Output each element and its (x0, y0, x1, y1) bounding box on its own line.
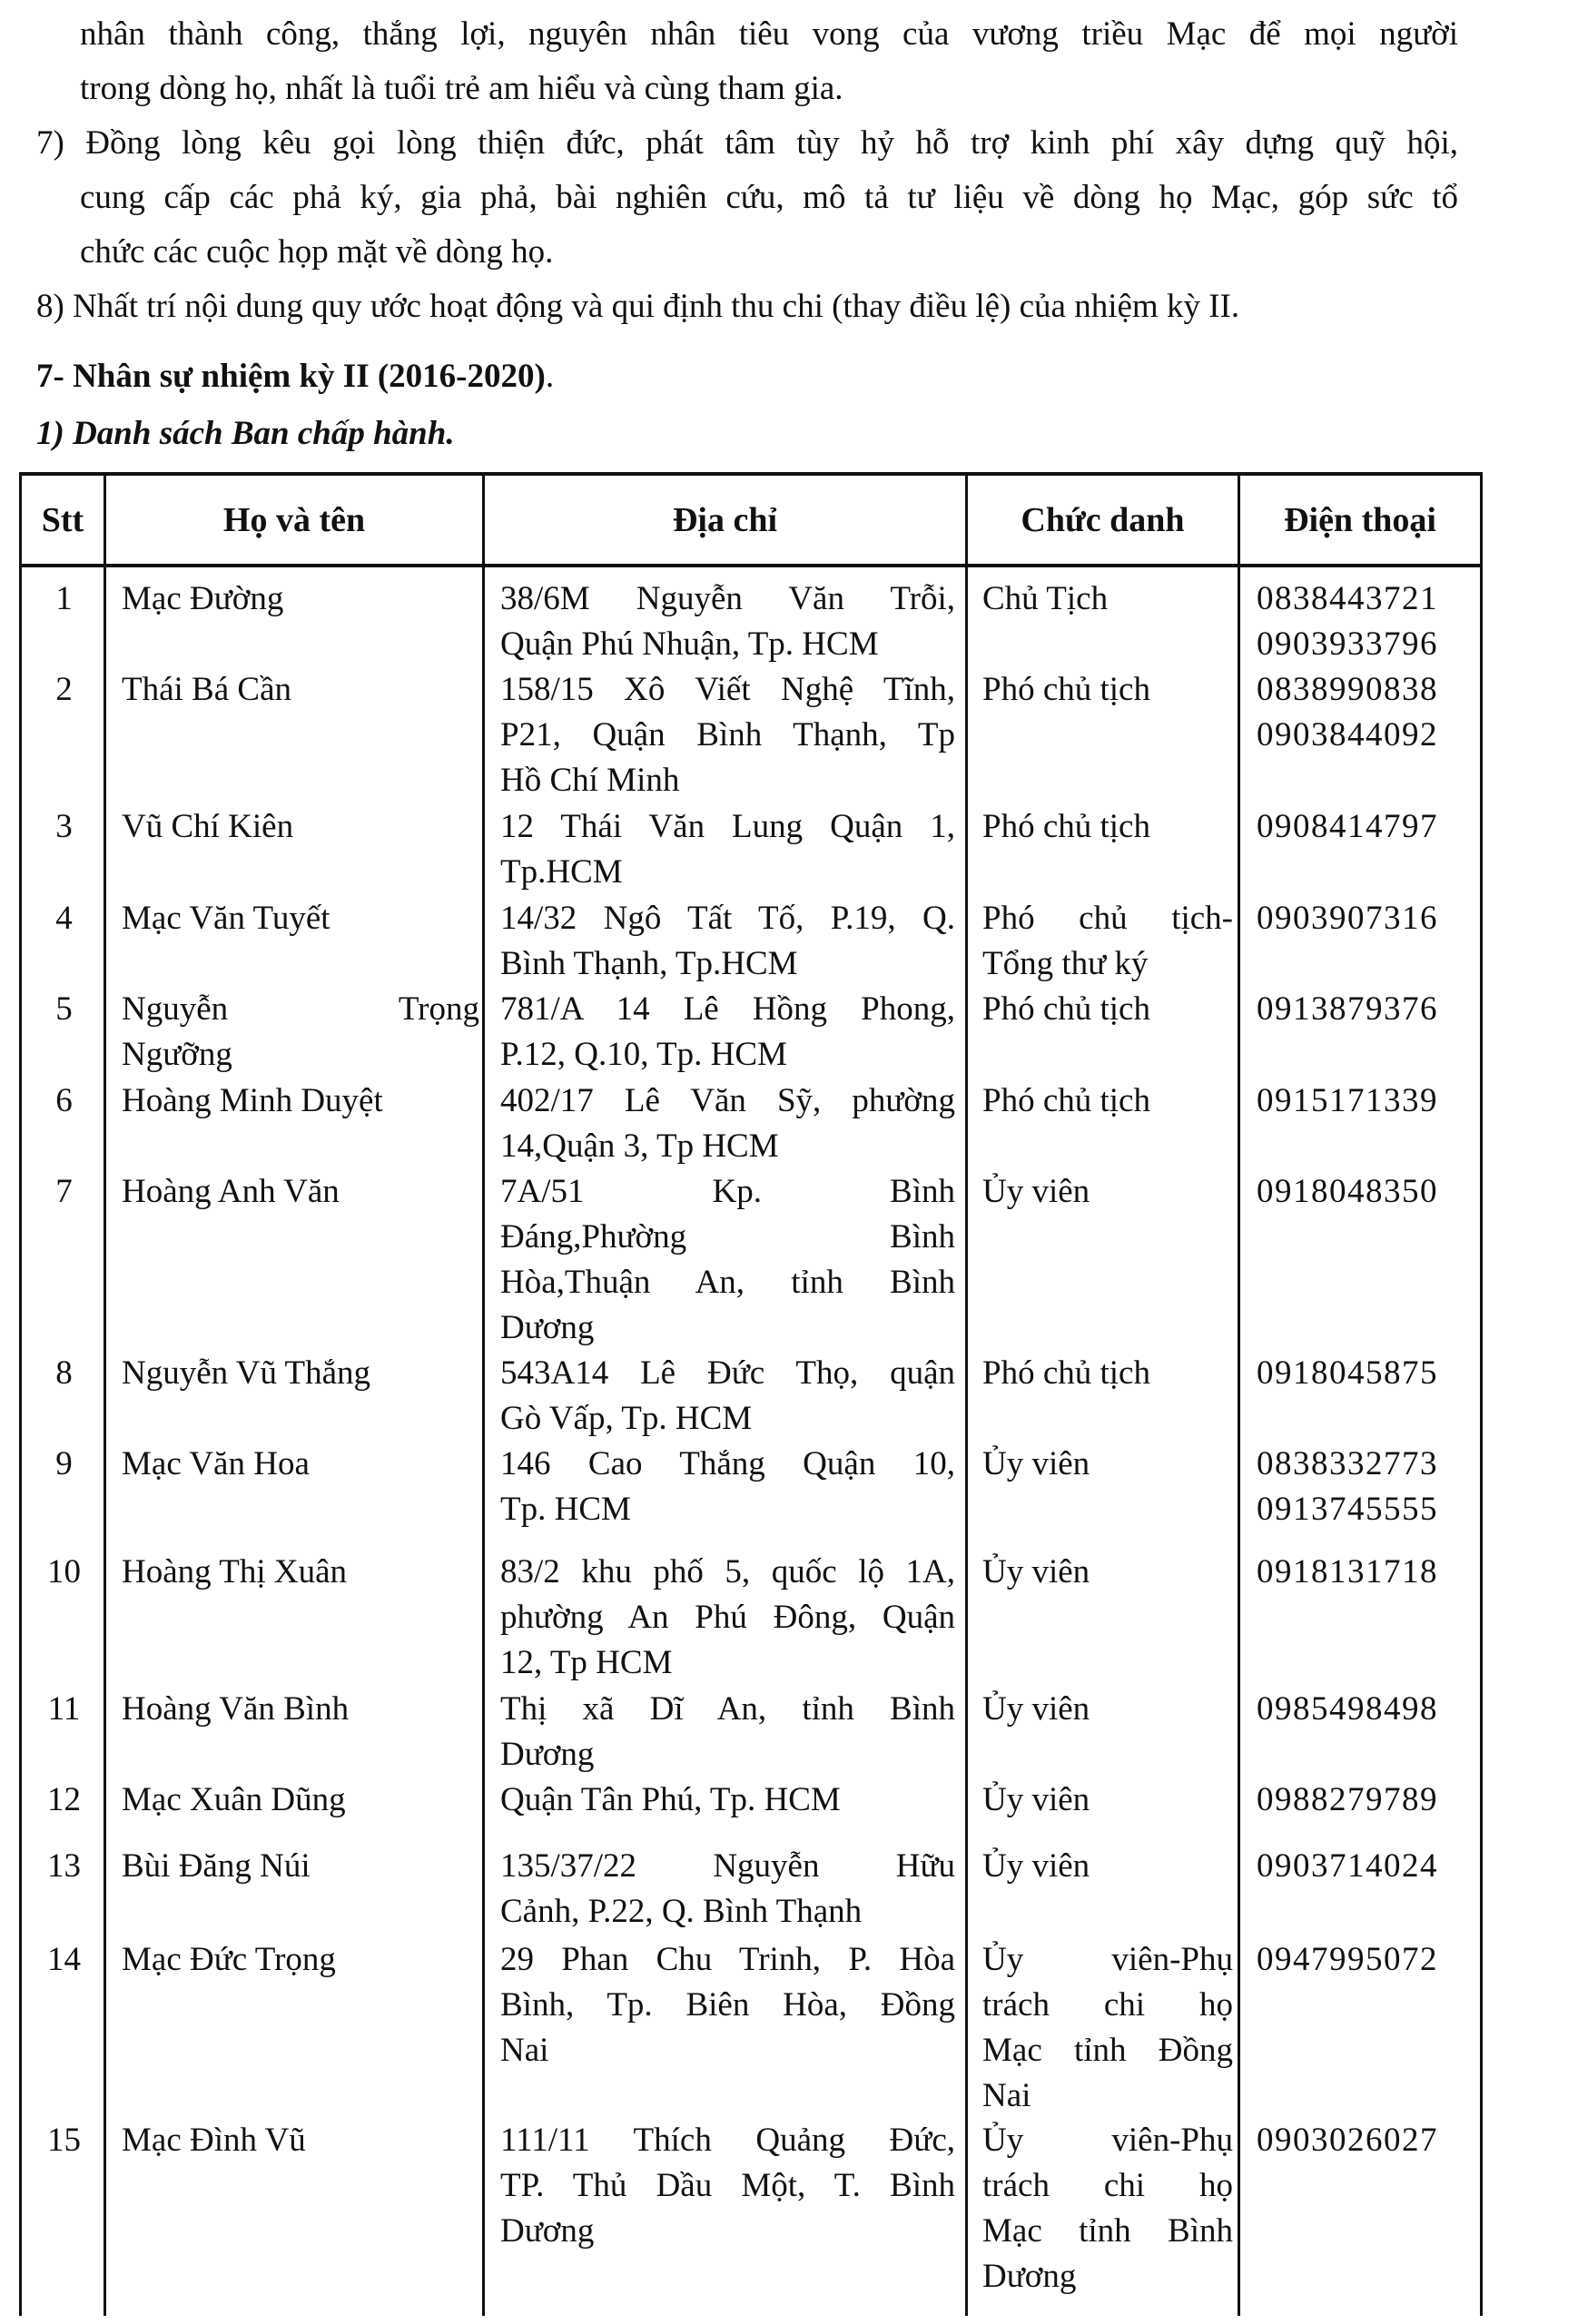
column-header-address: Địa chỉ (672, 500, 778, 539)
cell-address (486, 1351, 968, 1442)
cell-role (968, 896, 1240, 987)
cell-address (486, 1550, 968, 1686)
cell-address-line: 781/A 14 Lê Hồng Phong, (500, 990, 955, 1028)
cell-stt (22, 1687, 106, 1732)
cell-address-line: Bình, Tp. Biên Hòa, Đồng (500, 1986, 955, 2024)
cell-role-line: trách chi họ (982, 2167, 1233, 2204)
cell-address-line: P.12, Q.10, Tp. HCM (500, 1036, 787, 1073)
cell-role-line: Ủy viên (982, 1553, 1090, 1590)
cell-address-line: 29 Phan Chu Trinh, P. Hòa (500, 1941, 955, 1978)
cell-phone (1240, 1844, 1480, 1889)
cell-name-line: Bùi Đăng Núi (122, 1847, 311, 1885)
cell-stt-line: 8 (55, 1354, 73, 1392)
paragraph-line: trong dòng họ, nhất là tuổi trẻ am hiểu và cùng tham gia. (80, 70, 843, 107)
cell-role-line: Dương (982, 2258, 1077, 2295)
cell-phone-line: 0988279789 (1257, 1781, 1438, 1818)
cell-name (109, 2118, 487, 2163)
cell-role (968, 1937, 1240, 2119)
cell-address (486, 1169, 968, 1351)
list-item-8: 8) Nhất trí nội dung quy ước hoạt động và qui định thu chi (thay điều lệ) của nhiệm kỳ II. (36, 288, 1240, 325)
cell-address-line: 543A14 Lê Đức Thọ, quận (500, 1354, 955, 1392)
cell-phone-line: 0918131718 (1257, 1553, 1438, 1590)
cell-stt-line: 10 (47, 1553, 81, 1590)
cell-role-line: Ủy viên (982, 1173, 1090, 1210)
cell-address-line: Đáng,Phường Bình (500, 1218, 955, 1256)
cell-phone-line: 0903907316 (1257, 900, 1438, 937)
cell-role-line: Ủy viên (982, 1445, 1090, 1482)
column-header-stt: Stt (41, 500, 84, 539)
cell-role (968, 1351, 1240, 1396)
cell-phone-line: 0903933796 (1257, 625, 1438, 663)
cell-address (486, 667, 968, 803)
cell-name-line: Mạc Đường (122, 580, 284, 617)
cell-role-line: Ủy viên-Phụ (982, 2122, 1233, 2159)
cell-address-line: 12 Thái Văn Lung Quận 1, (500, 808, 955, 845)
cell-phone-line: 0918048350 (1257, 1173, 1438, 1210)
cell-address (486, 896, 968, 987)
cell-address-line: Quận Phú Nhuận, Tp. HCM (500, 625, 879, 663)
cell-address-line: 12, Tp HCM (500, 1644, 673, 1681)
cell-phone (1240, 1777, 1480, 1823)
cell-address-line: Dương (500, 1736, 595, 1773)
cell-address-line: 83/2 khu phố 5, quốc lộ 1A, (500, 1553, 955, 1590)
cell-phone (1240, 896, 1480, 941)
cell-address (486, 2118, 968, 2254)
cell-role-line: Phó chủ tịch- (982, 900, 1233, 937)
section-heading-text: 7- Nhân sự nhiệm kỳ II (2016-2020) (36, 358, 546, 395)
cell-role (968, 1777, 1240, 1823)
cell-address-line: Bình Thạnh, Tp.HCM (500, 945, 798, 982)
cell-role (968, 1169, 1240, 1215)
cell-role-line: Chủ Tịch (982, 580, 1109, 617)
cell-stt (22, 667, 106, 713)
cell-address-line: Gò Vấp, Tp. HCM (500, 1400, 753, 1437)
cell-stt (22, 2118, 106, 2163)
cell-phone (1240, 1169, 1480, 1215)
column-header-role: Chức danh (1021, 500, 1185, 539)
cell-address-line: 14,Quận 3, Tp HCM (500, 1128, 779, 1165)
cell-phone (1240, 1937, 1480, 1983)
cell-stt (22, 804, 106, 850)
cell-phone (1240, 1078, 1480, 1124)
cell-address (486, 576, 968, 667)
cell-name-line: Thái Bá Cần (122, 671, 292, 708)
cell-address-line: Hòa,Thuận An, tỉnh Bình (500, 1264, 955, 1301)
cell-stt-line: 11 (47, 1690, 81, 1728)
cell-phone-line: 0947995072 (1257, 1941, 1438, 1978)
cell-role-line: Phó chủ tịch (982, 808, 1150, 845)
cell-phone-line: 0838332773 (1257, 1445, 1438, 1482)
cell-role (968, 1078, 1240, 1124)
list-item-7: 7) Đồng lòng kêu gọi lòng thiện đức, phát tâm tùy hỷ hỗ trợ kinh phí xây dựng quỹ hội, (36, 124, 1458, 162)
cell-stt (22, 987, 106, 1032)
cell-stt-line: 1 (55, 580, 73, 617)
cell-address-line: 402/17 Lê Văn Sỹ, phường (500, 1082, 955, 1119)
cell-stt-line: 5 (55, 990, 73, 1028)
cell-name (109, 1351, 487, 1396)
cell-stt (22, 1351, 106, 1396)
cell-phone-line: 0915171339 (1257, 1082, 1438, 1119)
cell-stt (22, 896, 106, 941)
cell-name-line: Mạc Đức Trọng (122, 1941, 336, 1978)
cell-stt (22, 1937, 106, 1983)
cell-address (486, 1078, 968, 1169)
cell-stt-line: 2 (55, 671, 73, 708)
cell-role-line: Mạc tỉnh Đồng (982, 2032, 1233, 2069)
cell-role-line: Phó chủ tịch (982, 1354, 1150, 1392)
cell-name (109, 1550, 487, 1595)
cell-phone-line: 0913879376 (1257, 990, 1438, 1028)
cell-address-line: Cảnh, P.22, Q. Bình Thạnh (500, 1893, 863, 1930)
cell-address-line: 7A/51 Kp. Bình (500, 1173, 955, 1210)
cell-stt (22, 1442, 106, 1487)
cell-address-line: 158/15 Xô Viết Nghệ Tĩnh, (500, 671, 955, 708)
cell-stt-line: 14 (47, 1941, 81, 1978)
cell-name-line: Mạc Đình Vũ (122, 2122, 306, 2159)
cell-address-line: 135/37/22 Nguyễn Hữu (500, 1847, 955, 1885)
cell-stt (22, 1078, 106, 1124)
cell-role (968, 1687, 1240, 1732)
cell-address-line: Hồ Chí Minh (500, 762, 680, 799)
cell-name (109, 1169, 487, 1215)
cell-address (486, 1442, 968, 1532)
cell-role-line: Ủy viên (982, 1690, 1090, 1728)
cell-stt (22, 1169, 106, 1215)
cell-stt-line: 6 (55, 1082, 73, 1119)
cell-role (968, 1844, 1240, 1889)
cell-name (109, 1777, 487, 1823)
cell-phone-line: 0903714024 (1257, 1847, 1438, 1885)
cell-phone-line: 0908414797 (1257, 808, 1438, 845)
cell-name-line: Mạc Văn Tuyết (122, 900, 330, 937)
cell-name (109, 1937, 487, 1983)
cell-address-line: P21, Quận Bình Thạnh, Tp (500, 716, 955, 753)
cell-phone-line: 0838443721 (1257, 580, 1438, 617)
cell-name-line: Hoàng Văn Bình (122, 1690, 350, 1728)
cell-stt-line: 12 (47, 1781, 81, 1818)
cell-phone-line: 0913745555 (1257, 1491, 1438, 1528)
cell-address (486, 804, 968, 895)
paragraph-line: nhân thành công, thắng lợi, nguyên nhân tiêu vong của vương triều Mạc để mọi người (80, 15, 1458, 53)
cell-address-line: phường An Phú Đông, Quận (500, 1599, 955, 1636)
cell-role (968, 1550, 1240, 1595)
cell-stt (22, 576, 106, 622)
cell-name (109, 1078, 487, 1124)
cell-stt (22, 1550, 106, 1595)
cell-address-line: TP. Thủ Dầu Một, T. Bình (500, 2167, 955, 2204)
cell-role-line: Phó chủ tịch (982, 990, 1150, 1028)
cell-address (486, 987, 968, 1078)
cell-role (968, 2118, 1240, 2299)
cell-role (968, 667, 1240, 713)
cell-name (109, 896, 487, 941)
cell-name-line: Hoàng Thị Xuân (122, 1553, 347, 1590)
cell-stt (22, 1844, 106, 1889)
cell-name-line: Hoàng Minh Duyệt (122, 1082, 383, 1119)
cell-name-line: Nguyễn Trọng (122, 990, 479, 1028)
cell-stt-line: 7 (55, 1173, 73, 1210)
cell-role-line: Ủy viên (982, 1847, 1090, 1885)
cell-address-line: Thị xã Dĩ An, tỉnh Bình (500, 1690, 955, 1728)
cell-name-line: Nguyễn Vũ Thắng (122, 1354, 371, 1392)
cell-address (486, 1844, 968, 1935)
cell-address-line: 146 Cao Thắng Quận 10, (500, 1445, 955, 1482)
cell-stt-line: 15 (47, 2122, 81, 2159)
cell-phone-line: 0903026027 (1257, 2122, 1438, 2159)
cell-name (109, 1687, 487, 1732)
cell-address-line: Tp.HCM (500, 853, 623, 891)
cell-phone (1240, 1351, 1480, 1396)
cell-role-line: Phó chủ tịch (982, 1082, 1150, 1119)
cell-address-line: Dương (500, 1309, 595, 1346)
list-item-7-line: chức các cuộc họp mặt về dòng họ. (80, 233, 554, 271)
cell-role (968, 804, 1240, 850)
cell-phone (1240, 987, 1480, 1032)
cell-name (109, 667, 487, 713)
cell-name-line: Hoàng Anh Văn (122, 1173, 340, 1210)
cell-phone (1240, 1550, 1480, 1595)
cell-stt-line: 4 (55, 900, 73, 937)
cell-phone-line: 0985498498 (1257, 1690, 1438, 1728)
cell-name (109, 1442, 487, 1487)
cell-stt (22, 1777, 106, 1823)
cell-phone (1240, 667, 1480, 758)
cell-name (109, 1844, 487, 1889)
cell-role (968, 987, 1240, 1032)
cell-name (109, 987, 487, 1078)
executive-committee-table (19, 472, 1483, 2316)
cell-role (968, 1442, 1240, 1487)
cell-address-line: Dương (500, 2212, 595, 2250)
cell-role-line: Ủy viên (982, 1781, 1090, 1818)
section-subheading: 1) Danh sách Ban chấp hành. (36, 415, 455, 452)
cell-stt-line: 13 (47, 1847, 81, 1885)
cell-stt-line: 9 (55, 1445, 73, 1482)
cell-role-line: Ủy viên-Phụ (982, 1941, 1233, 1978)
cell-name-line: Ngưỡng (122, 1036, 232, 1073)
section-heading-period: . (545, 358, 555, 395)
section-heading (36, 350, 554, 404)
cell-address (486, 1777, 968, 1823)
list-item-7-line: cung cấp các phả ký, gia phả, bài nghiên cứu, mô tả tư liệu về dòng họ Mạc, góp sức tổ (80, 179, 1458, 216)
cell-phone (1240, 576, 1480, 667)
cell-role (968, 576, 1240, 622)
cell-role-line: Tổng thư ký (982, 945, 1149, 982)
header-divider (22, 564, 1480, 567)
column-header-phone: Điện thoại (1284, 500, 1436, 539)
cell-phone (1240, 1442, 1480, 1532)
cell-role-line: Mạc tỉnh Bình (982, 2212, 1233, 2250)
cell-name-line: Mạc Văn Hoa (122, 1445, 310, 1482)
cell-name (109, 804, 487, 850)
cell-name (109, 576, 487, 622)
cell-phone (1240, 804, 1480, 850)
cell-address (486, 1937, 968, 2073)
cell-stt-line: 3 (55, 808, 73, 845)
cell-address-line: Quận Tân Phú, Tp. HCM (500, 1781, 841, 1818)
cell-address (486, 1687, 968, 1777)
cell-phone (1240, 1687, 1480, 1732)
cell-phone (1240, 2118, 1480, 2163)
cell-phone-line: 0918045875 (1257, 1354, 1438, 1392)
cell-name-line: Vũ Chí Kiên (122, 808, 294, 845)
cell-phone-line: 0838990838 (1257, 671, 1438, 708)
cell-phone-line: 0903844092 (1257, 716, 1438, 753)
cell-address-line: Nai (500, 2032, 549, 2069)
cell-address-line: 38/6M Nguyễn Văn Trỗi, (500, 580, 955, 617)
column-header-name: Họ và tên (222, 500, 366, 539)
cell-address-line: 111/11 Thích Quảng Đức, (500, 2122, 955, 2159)
cell-name-line: Mạc Xuân Dũng (122, 1781, 346, 1818)
cell-address-line: Tp. HCM (500, 1491, 631, 1528)
cell-address-line: 14/32 Ngô Tất Tố, P.19, Q. (500, 900, 955, 937)
cell-role-line: Phó chủ tịch (982, 671, 1150, 708)
cell-role-line: Nai (982, 2077, 1031, 2114)
cell-role-line: trách chi họ (982, 1986, 1233, 2024)
